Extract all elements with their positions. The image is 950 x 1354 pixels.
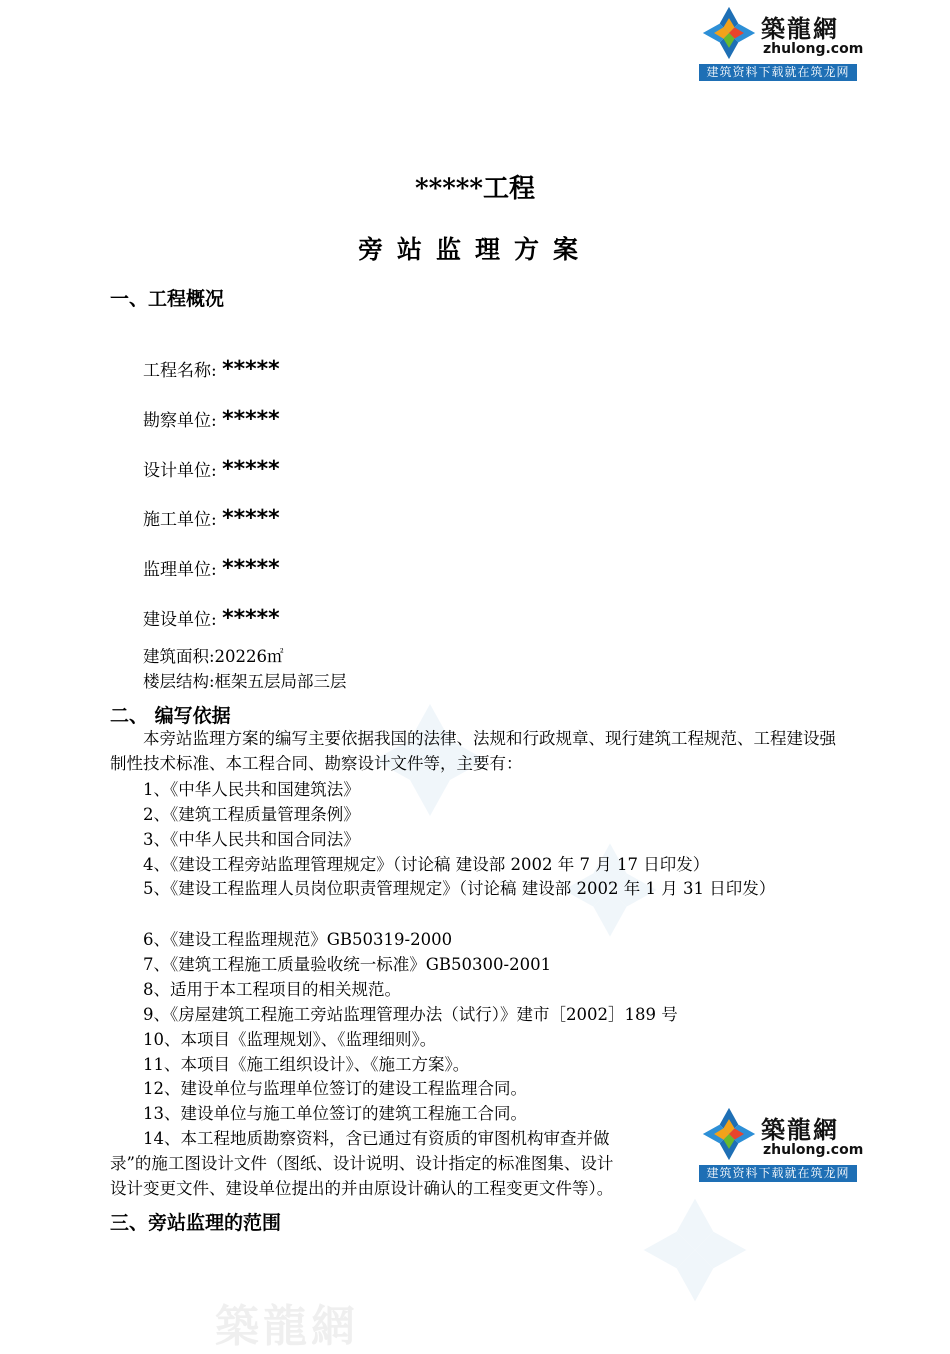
section-heading-basis: 二、 编写依据 <box>110 705 231 727</box>
basis-item-continued: 设计变更文件、建设单位提出的并由原设计确认的工程变更文件等）。 <box>110 1179 614 1198</box>
basis-item: 13、建设单位与施工单位签订的建筑工程施工合同。 <box>143 1104 527 1123</box>
field-value: ***** <box>222 606 280 631</box>
field-survey-unit <box>143 406 280 432</box>
logo-brand-cn: 築龍網 <box>761 14 839 43</box>
basis-item-continued: 录”的施工图设计文件（图纸、设计说明、设计指定的标准图集、设计 <box>110 1154 614 1173</box>
document-subtitle: 旁站监理方案 <box>357 235 592 264</box>
basis-item: 9、《房屋建筑工程施工旁站监理管理办法（试行）》建市［2002］189 号 <box>143 1005 678 1024</box>
field-value: ***** <box>222 457 280 482</box>
basis-item: 3、《中华人民共和国合同法》 <box>143 830 360 849</box>
watermark-text: 築龍網 <box>215 1301 359 1352</box>
watermark-logo-icon <box>640 1195 750 1305</box>
zhulong-mark-icon <box>701 5 757 61</box>
basis-item: 7、《建筑工程施工质量验收统一标准》GB50300-2001 <box>143 955 552 974</box>
field-label: 设计单位: <box>143 461 217 481</box>
basis-item: 14、本工程地质勘察资料，含已通过有资质的审图机构审查并做 <box>143 1129 610 1148</box>
zhulong-mark-icon <box>701 1106 757 1162</box>
document-title: *****工程 <box>415 174 535 204</box>
basis-item: 8、适用于本工程项目的相关规范。 <box>143 980 401 999</box>
field-label: 工程名称: <box>143 361 217 381</box>
logo-slogan: 建筑资料下载就在筑龙网 <box>699 1165 857 1182</box>
field-value: ***** <box>222 357 280 382</box>
basis-item: 4、《建设工程旁站监理管理规定》（讨论稿 建设部 2002 年 7 月 17 日印发） <box>143 855 710 874</box>
field-label: 监理单位: <box>143 560 217 580</box>
basis-intro <box>110 726 852 776</box>
field-supervision-unit <box>143 555 280 581</box>
logo-brand-en: zhulong.com <box>763 1142 864 1158</box>
logo-brand-cn: 築龍網 <box>761 1115 839 1144</box>
field-value: ***** <box>222 407 280 432</box>
basis-item: 11、本项目《施工组织设计》、《施工方案》。 <box>143 1055 470 1074</box>
building-area: 建筑面积:20226㎡ <box>143 647 284 666</box>
floor-structure: 楼层结构:框架五层局部三层 <box>143 672 347 691</box>
zhulong-logo <box>699 1104 864 1182</box>
logo-brand-en: zhulong.com <box>763 41 864 57</box>
basis-item: 10、本项目《监理规划》、《监理细则》。 <box>143 1030 437 1049</box>
field-owner-unit <box>143 605 280 631</box>
basis-item: 6、《建设工程监理规范》GB50319-2000 <box>143 930 453 949</box>
field-value: ***** <box>222 506 280 531</box>
section-heading-overview: 一、工程概况 <box>110 288 225 310</box>
logo-slogan: 建筑资料下载就在筑龙网 <box>699 64 857 81</box>
basis-item-wrapped <box>110 876 852 901</box>
basis-intro-text: 本旁站监理方案的编写主要依据我国的法律、法规和行政规章、现行建筑工程规范、工程建设强制性技术标准、本工程合同、勘察设计文件等，主要有： <box>110 729 836 773</box>
field-label: 施工单位: <box>143 510 217 530</box>
field-project-name <box>143 356 280 382</box>
field-value: ***** <box>222 556 280 581</box>
field-construction-unit <box>143 505 280 531</box>
basis-item: 5、《建设工程监理人员岗位职责管理规定》（讨论稿 建设部 2002 年 1 月 31 日印发） <box>143 879 776 898</box>
basis-item: 1、《中华人民共和国建筑法》 <box>143 780 360 799</box>
field-design-unit <box>143 456 280 482</box>
basis-item: 2、《建筑工程质量管理条例》 <box>143 805 360 824</box>
zhulong-logo <box>699 3 864 81</box>
field-label: 建设单位: <box>143 610 217 630</box>
section-heading-scope: 三、旁站监理的范围 <box>110 1212 282 1234</box>
field-label: 勘察单位: <box>143 411 217 431</box>
basis-item: 12、建设单位与监理单位签订的建设工程监理合同。 <box>143 1079 527 1098</box>
